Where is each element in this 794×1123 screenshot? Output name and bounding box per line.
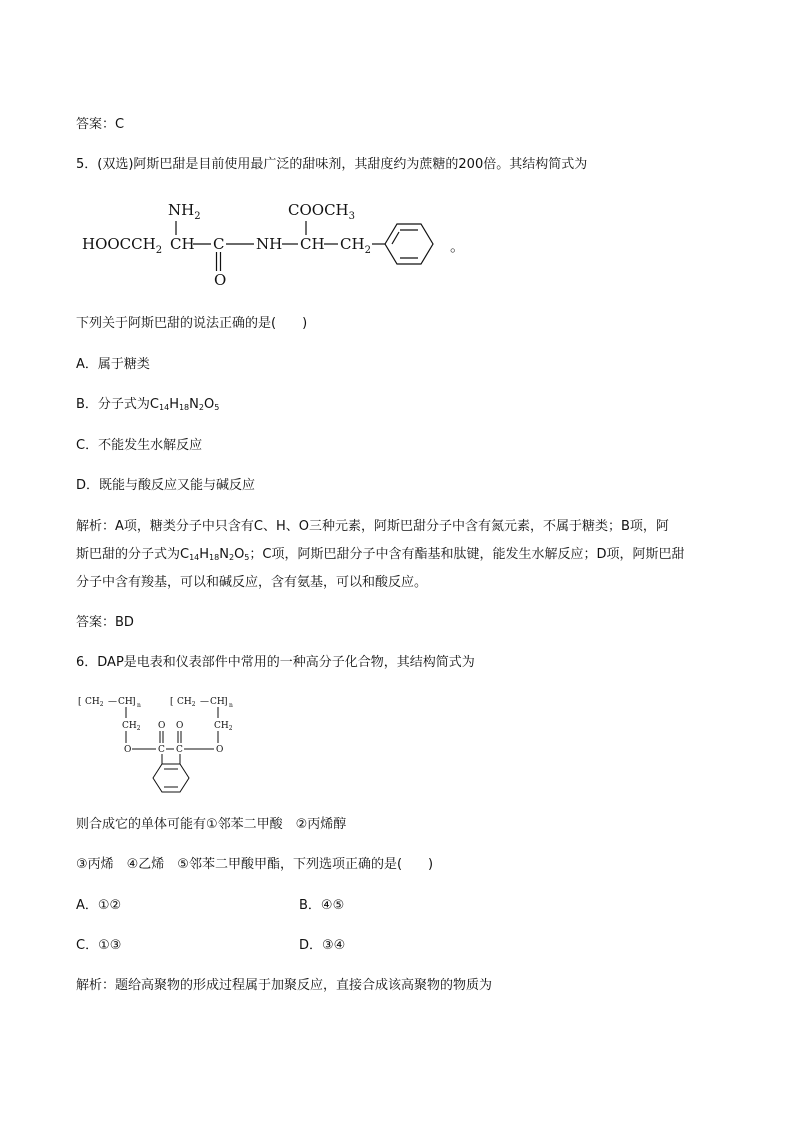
unit2-ch2: $CH_2$ [177, 697, 196, 708]
structure-period: 。 [450, 237, 466, 255]
unit2-ch: CH [210, 697, 225, 707]
svg-text:[: [ [170, 697, 174, 707]
q6-option-a: A．①② [76, 898, 122, 913]
q5-analysis-line-2: 斯巴甜的分子式为$C_{14}H_{18}N_2O_5$；C项，阿斯巴甜分子中含有酯基和肽键，能发生水解反应；D项，阿斯巴甜 [76, 547, 685, 562]
ester-o-1: O [158, 721, 166, 731]
carbonyl-c-label: C [213, 235, 225, 253]
unit1-n: n [137, 702, 141, 709]
side2-ch2: $CH_2$ [214, 721, 233, 732]
ch2-label: $CH_2$ [340, 235, 371, 256]
q5-question: 下列关于阿斯巴甜的说法正确的是( ) [76, 316, 308, 331]
ester-o-2: O [176, 721, 184, 731]
unit2-n: n [229, 702, 233, 709]
carbonyl-o-label: O [214, 271, 227, 289]
side1-o: O [124, 745, 132, 755]
side1-ch2: $CH_2$ [122, 721, 141, 732]
dap-structure [78, 690, 258, 795]
unit1-ch: CH [118, 697, 133, 707]
q6-analysis: 解析：题给高聚物的形成过程属于加聚反应，直接合成该高聚物的物质为 [76, 978, 493, 993]
q6-option-c: C．①③ [76, 938, 122, 953]
nh2-label: $NH_2$ [168, 201, 201, 222]
ch-label-1: CH [170, 235, 195, 253]
q6-option-b: B．④⑤ [299, 898, 345, 913]
q5-analysis-line-1: 解析：A项，糖类分子中只含有C、H、O三种元素，阿斯巴甜分子中含有氮元素，不属于糖类；B项，阿 [76, 519, 669, 534]
svg-text:—: — [200, 697, 209, 707]
hooc-label: $HOOCCH_2$ [82, 235, 163, 256]
svg-text:]: ] [224, 697, 228, 707]
svg-text:[: [ [78, 697, 82, 707]
nh-label: NH [256, 235, 283, 253]
q6-line-2: 则合成它的单体可能有①邻苯二甲酸 ②丙烯醇 [76, 817, 347, 832]
dap-benzene-ring [153, 764, 189, 792]
unit1-ch2: $CH_2$ [85, 697, 104, 708]
svg-text:]: ] [132, 697, 136, 707]
q6-line-3: ③丙烯 ④乙烯 ⑤邻苯二甲酸甲酯，下列选项正确的是( ) [76, 857, 434, 872]
svg-text:—: — [108, 697, 117, 707]
q5-option-d: D．既能与酸反应又能与碱反应 [76, 478, 256, 493]
ester-c-1: C [158, 745, 165, 755]
q5-option-a: A．属于糖类 [76, 357, 150, 372]
cooch3-label: $COOCH_3$ [288, 201, 356, 222]
q6-stem: 6．DAP是电表和仪表部件中常用的一种高分子化合物，其结构简式为 [76, 655, 475, 670]
q6-option-d: D．③④ [299, 938, 346, 953]
ester-c-2: C [176, 745, 183, 755]
previous-answer: 答案：C [76, 117, 125, 132]
q5-option-c: C．不能发生水解反应 [76, 438, 203, 453]
aspartame-structure [78, 193, 498, 293]
q5-analysis-line-3: 分子中含有羧基，可以和碱反应，含有氨基，可以和酸反应。 [76, 575, 428, 590]
q5-answer: 答案：BD [76, 615, 134, 630]
q5-option-b: B．分子式为$C_{14}H_{18}N_2O_5$ [76, 397, 220, 412]
ch-label-2: CH [300, 235, 325, 253]
q5-stem: 5．(双选)阿斯巴甜是目前使用最广泛的甜味剂，其甜度约为蔗糖的200倍。其结构简式为 [76, 157, 588, 172]
side2-o: O [216, 745, 224, 755]
